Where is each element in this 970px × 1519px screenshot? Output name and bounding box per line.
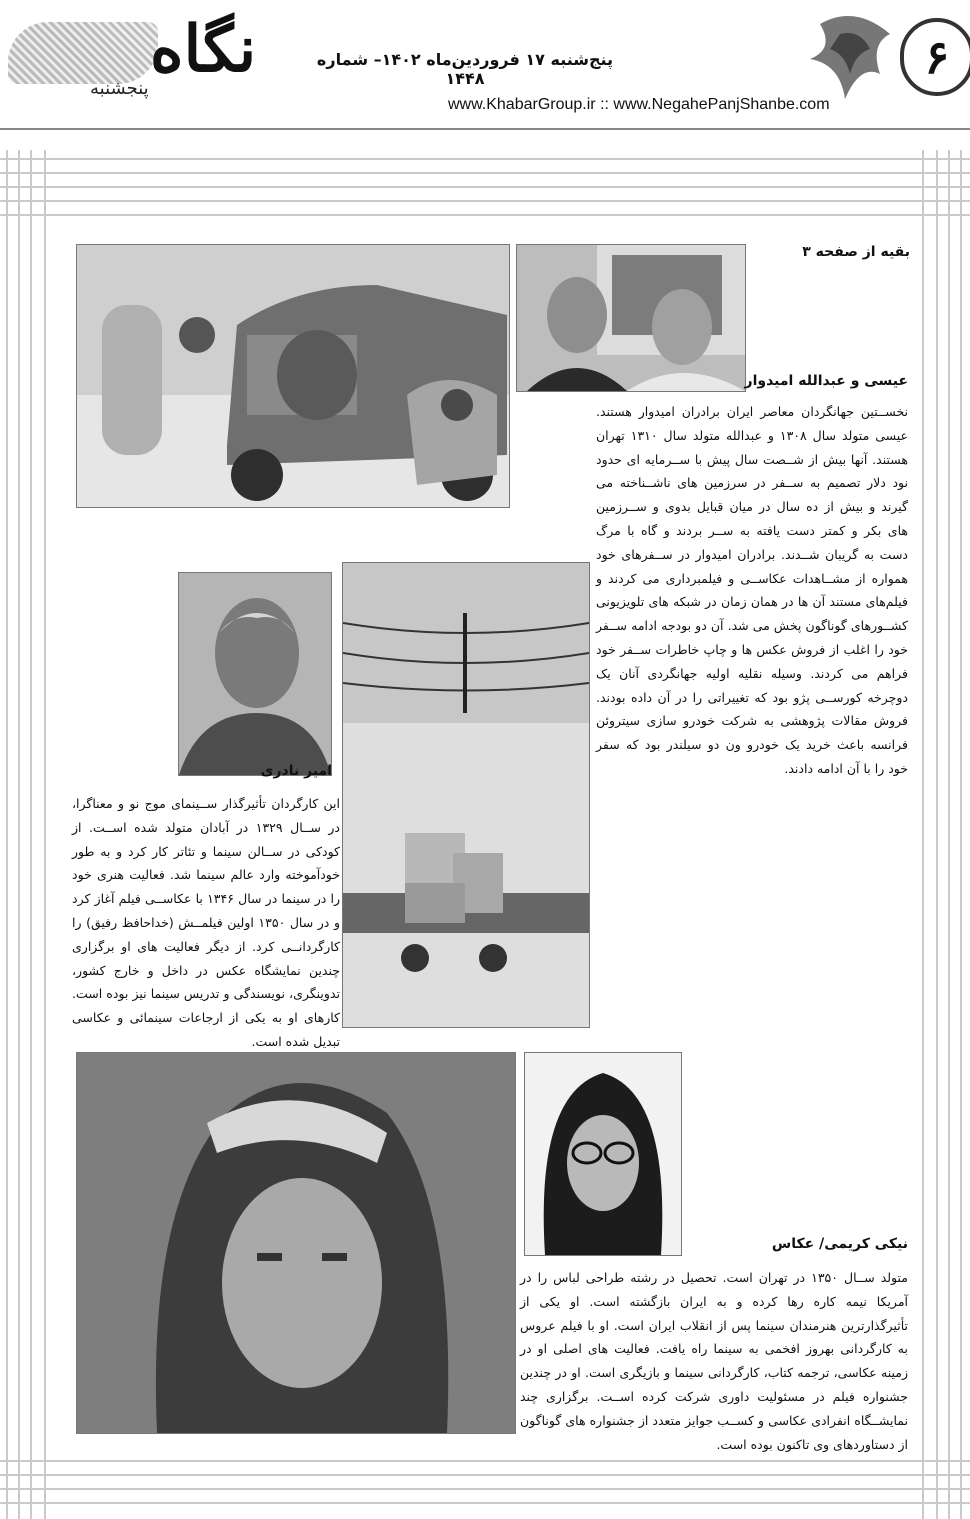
truck-photo bbox=[76, 244, 510, 508]
frame-line bbox=[44, 150, 46, 1519]
article-heading-omidvar: عیسی و عبدالله امیدوار bbox=[744, 373, 908, 389]
brand-logo: نگاه bbox=[150, 12, 257, 87]
header-rule bbox=[0, 128, 970, 130]
frame-line bbox=[0, 1474, 970, 1476]
continued-note: بقیه از صفحه ۳ bbox=[802, 244, 910, 260]
frame-line bbox=[0, 186, 970, 188]
article-heading-naderi: امیر نادری bbox=[260, 763, 332, 779]
frame-line bbox=[0, 214, 970, 216]
phoenix-emblem bbox=[800, 4, 910, 114]
omidvar-brothers-photo bbox=[516, 244, 746, 392]
website-line: www.KhabarGroup.ir :: www.NegahePanjShanbe.com bbox=[448, 96, 830, 113]
frame-line bbox=[936, 150, 938, 1519]
frame-line bbox=[18, 150, 20, 1519]
article-body-karimi: متولد ســال ۱۳۵۰ در تهران است. تحصیل در رشته طراحی لباس را در آمریکا نیمه کاره رها کرده و به ایران بازگشته است. او یکی از تأثیرگذارترین هنرمندان سینما پس از انقلاب ایران است. او با فیلم عروس به کارگردانی بهروز افخمی به سینما راه یافت. فعالیت های اصلی او در زمینه عکاسی، ترجمه کتاب، کارگردانی سینما و بازیگری است. او در چندین جشنواره فیلم در مسئولیت داوری شرکت کرده اســت. برگزاری چند نمایشــگاه انفرادی عکاسی و کســب جوایز متعدد از جشنواره های گوناگون از دستاوردهای وی تاکنون بوده است. bbox=[520, 1270, 908, 1452]
frame-line bbox=[6, 150, 8, 1519]
masthead bbox=[0, 0, 970, 140]
frame-line bbox=[0, 158, 970, 160]
issue-line: پنج‌شنبه ۱۷ فروردین‌ماه ۱۴۰۲– شماره ۱۴۴۸ bbox=[316, 50, 614, 88]
frame-line bbox=[0, 1488, 970, 1490]
street-cart-photo bbox=[342, 562, 590, 1028]
article-heading-karimi: نیکی کریمی/ عکاس bbox=[771, 1236, 908, 1252]
brand-subtitle: پنجشنبه bbox=[90, 78, 149, 99]
frame-line bbox=[0, 172, 970, 174]
article-body-omidvar: نخســتین جهانگردان معاصر ایران برادران امیدوار هستند. عیسی متولد سال ۱۳۰۸ و عبدالله متولد سال ۱۳۱۰ تهران هستند. آنها بیش از شــصت سال پیش با ســرمایه ای حدود نود دلار تصمیم به ســفر در سرزمین های ناشــناخته می گیرند و بیش از ده سال در میان قبایل بدوی و ســرزمین های بکر و کمتر دست یافته به ســر بردند و گاه با مرگ دست به گریبان شــدند. برادران امیدوار در ســفرهای خود همواره از مشــاهدات عکاســی و فیلمبرداری می کردند و فیلم‌های مستند آن ها در همان زمان در شبکه های تلویزیونی کشــورهای گوناگون پخش می شد. آن دو بودجه ادامه ســفر خود را اغلب از فروش عکس ها و چاپ خاطرات ســفر خود فراهم می کردند. وسیله نقلیه اولیه جهانگردی آنان یک دوچرخه کورســی پژو بود که تغییراتی را در آن داده بودند. فروش مقالات پژوهشی به شرکت خودرو سازی سیتروئن فرانسه باعث خرید یک خودرو ون دو سیلندر بود که سفر خود را با آن ادامه دادند. bbox=[596, 404, 908, 776]
frame-line bbox=[0, 1460, 970, 1462]
niki-karimi-photo bbox=[524, 1052, 682, 1256]
frame-line bbox=[948, 150, 950, 1519]
amir-naderi-photo bbox=[178, 572, 332, 776]
headscarf-woman-photo bbox=[76, 1052, 516, 1434]
article-body-naderi: این کارگردان تأثیرگذار ســینمای موج نو و معناگرا، در ســال ۱۳۲۹ در آبادان متولد شده اســت. از کودکی در ســالن سینما و تئاتر کار کرد و به طور خودآموخته وارد عالم سینما شد. فعالیت هنری خود را در سینما در سال ۱۳۴۶ با عکاســی فیلم آغاز کرد و در سال ۱۳۵۰ اولین فیلمــش (خداحافظ رفیق) را کارگردانــی کرد. از دیگر فعالیت های او برگزاری چندین نمایشگاه عکس در داخل و خارج کشور، تدوینگری، نویسندگی و تدریس سینما نیز بوده است. کارهای او به یکی از ارجاعات سینمائی و عکاسی تبدیل شده است. bbox=[72, 796, 340, 1049]
page-number: ۶ bbox=[924, 30, 950, 84]
frame-line bbox=[922, 150, 924, 1519]
frame-line bbox=[30, 150, 32, 1519]
left-ornament bbox=[8, 22, 158, 84]
page-number-badge bbox=[900, 18, 970, 96]
frame-line bbox=[960, 150, 962, 1519]
frame-line bbox=[0, 200, 970, 202]
frame-line bbox=[0, 1502, 970, 1504]
